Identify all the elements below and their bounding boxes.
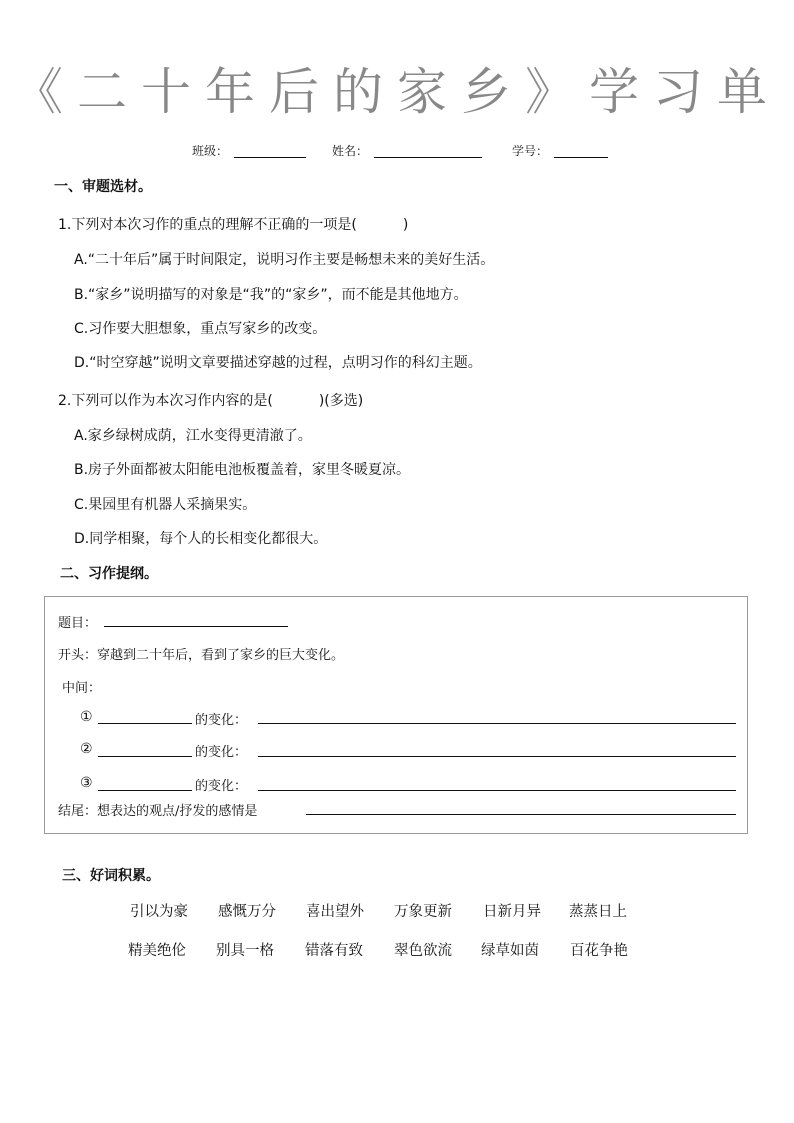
item-3-detail-line[interactable] — [258, 790, 736, 791]
student-info — [0, 142, 794, 162]
item-1-number: ① — [80, 709, 93, 725]
word-1: 引以为豪 — [130, 904, 188, 920]
class-field — [192, 142, 306, 159]
item-2-number: ② — [80, 741, 93, 757]
item-2-aspect-line[interactable] — [98, 756, 192, 757]
question-1-close: ) — [402, 217, 409, 233]
topic-label: 题目： — [58, 616, 98, 631]
ending-label: 结尾：想表达的观点/抒发的感情是 — [58, 804, 258, 819]
q1-option-d: D.“时空穿越”说明文章要描述穿越的过程，点明习作的科幻主题。 — [74, 355, 482, 371]
word-3: 喜出望外 — [306, 904, 364, 920]
section1-heading: 一、审题选材。 — [54, 179, 152, 195]
name-input-line[interactable] — [374, 143, 482, 158]
question-1-stem: 1.下列对本次习作的重点的理解不正确的一项是( — [58, 217, 357, 233]
item-2-detail-line[interactable] — [258, 756, 736, 757]
section2-heading: 二、习作提纲。 — [60, 566, 158, 582]
q1-option-b: B.“家乡”说明描写的对象是“我”的“家乡”，而不能是其他地方。 — [74, 287, 468, 303]
word-11: 绿草如茵 — [481, 943, 539, 959]
question-2-close: )(多选) — [318, 393, 364, 409]
q2-option-d: D.同学相聚，每个人的长相变化都很大。 — [74, 531, 328, 547]
word-10: 翠色欲流 — [394, 943, 452, 959]
q2-option-a: A.家乡绿树成荫，江水变得更清澈了。 — [74, 428, 312, 444]
q2-option-c: C.果园里有机器人采摘果实。 — [74, 497, 257, 513]
ending-input-line[interactable] — [306, 814, 736, 815]
name-field — [332, 142, 482, 159]
word-8: 别具一格 — [216, 943, 274, 959]
word-12: 百花争艳 — [570, 943, 628, 959]
item-1-change-label: 的变化： — [195, 713, 248, 728]
item-1-aspect-line[interactable] — [98, 723, 192, 724]
item-1-detail-line[interactable] — [258, 723, 736, 724]
q1-option-a: A.“二十年后”属于时间限定，说明习作主要是畅想未来的美好生活。 — [74, 252, 495, 268]
outline-box — [44, 596, 748, 834]
question-2 — [58, 390, 363, 410]
word-6: 蒸蒸日上 — [569, 904, 627, 920]
middle-label: 中间： — [62, 681, 102, 696]
word-5: 日新月异 — [483, 904, 541, 920]
item-3-aspect-line[interactable] — [98, 790, 192, 791]
id-input-line[interactable] — [554, 143, 608, 158]
id-field — [512, 142, 608, 159]
item-3-number: ③ — [80, 775, 93, 791]
class-label: 班级： — [192, 144, 229, 158]
word-2: 感慨万分 — [218, 904, 276, 920]
word-9: 错落有致 — [305, 943, 363, 959]
word-7: 精美绝伦 — [128, 943, 186, 959]
name-label: 姓名： — [332, 144, 369, 158]
q2-option-b: B.房子外面都被太阳能电池板覆盖着，家里冬暖夏凉。 — [74, 462, 411, 478]
section3-heading: 三、好词积累。 — [62, 868, 160, 884]
word-4: 万象更新 — [394, 904, 452, 920]
class-input-line[interactable] — [234, 143, 306, 158]
id-label: 学号： — [512, 144, 549, 158]
q1-option-c: C.习作要大胆想象，重点写家乡的改变。 — [74, 321, 327, 337]
topic-input-line[interactable] — [104, 626, 288, 627]
page-title: 《二十年后的家乡》学习单 — [13, 63, 781, 121]
item-3-change-label: 的变化： — [195, 779, 248, 794]
question-1 — [58, 214, 408, 234]
question-2-stem: 2.下列可以作为本次习作内容的是( — [58, 393, 273, 409]
opening-line: 开头：穿越到二十年后，看到了家乡的巨大变化。 — [58, 648, 345, 663]
item-2-change-label: 的变化： — [195, 745, 248, 760]
